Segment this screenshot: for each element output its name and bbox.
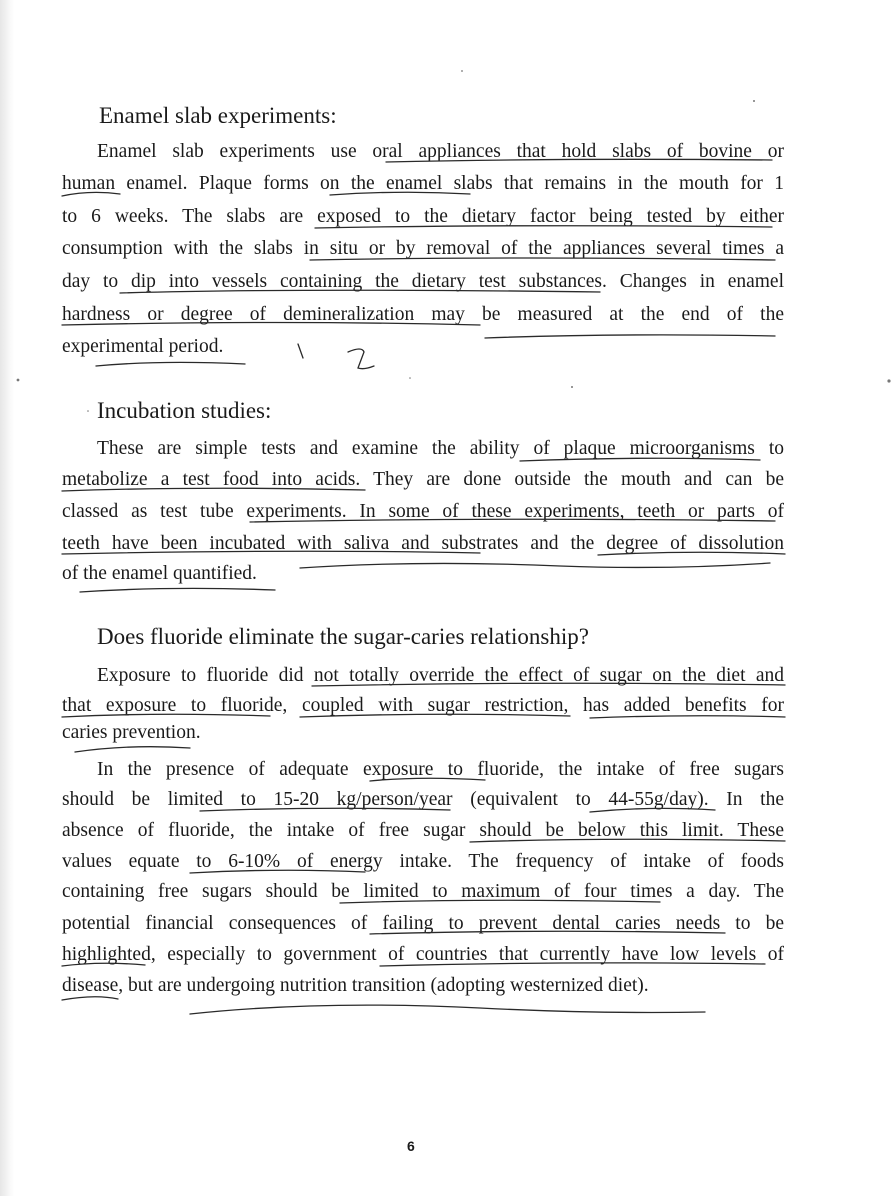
text-line: experimental period.	[62, 336, 224, 357]
text-line: teeth have been incubated with saliva and substrates and the degree of dissolution	[62, 533, 784, 554]
text-line: Enamel slab experiments use oral appliances that hold slabs of bovine or	[97, 141, 784, 162]
text-line: should be limited to 15-20 kg/person/year (equivalent to 44-55g/day). In the	[62, 789, 784, 810]
text-line: absence of fluoride, the intake of free sugar should be below this limit. These	[62, 820, 784, 841]
text-line: Exposure to fluoride did not totally override the effect of sugar on the diet and	[97, 665, 784, 686]
text-line: These are simple tests and examine the ability of plaque microorganisms to	[97, 438, 784, 459]
heading-incubation: Incubation studies:	[97, 398, 272, 423]
text-line: that exposure to fluoride, coupled with sugar restriction, has added benefits for	[62, 695, 784, 716]
text-line: classed as test tube experiments. In some of these experiments, teeth or parts of	[62, 501, 784, 522]
text-line: caries prevention.	[62, 722, 201, 743]
text-line: potential financial consequences of failing to prevent dental caries needs to be	[62, 913, 784, 934]
text-line: In the presence of adequate exposure to fluoride, the intake of free sugars	[97, 759, 784, 780]
text-line: hardness or degree of demineralization may be measured at the end of the	[62, 304, 784, 325]
text-line: human enamel. Plaque forms on the enamel slabs that remains in the mouth for 1	[62, 173, 784, 194]
heading-fluoride: Does fluoride eliminate the sugar-caries relationship?	[97, 624, 589, 649]
text-line: values equate to 6-10% of energy intake. The frequency of intake of foods	[62, 851, 784, 872]
heading-enamel-slab: Enamel slab experiments:	[99, 103, 337, 128]
text-line: consumption with the slabs in situ or by removal of the appliances several times a	[62, 238, 784, 259]
text-line: metabolize a test food into acids. They are done outside the mouth and can be	[62, 469, 784, 490]
page-number: 6	[407, 1138, 415, 1154]
text-line: to 6 weeks. The slabs are exposed to the dietary factor being tested by either	[62, 206, 784, 227]
text-line: disease, but are undergoing nutrition transition (adopting westernized diet).	[62, 975, 649, 996]
text-line: of the enamel quantified.	[62, 563, 257, 584]
text-line: highlighted, especially to government of countries that currently have low levels of	[62, 944, 784, 965]
text-line: containing free sugars should be limited to maximum of four times a day. The	[62, 881, 784, 902]
text-line: day to dip into vessels containing the dietary test substances. Changes in enamel	[62, 271, 784, 292]
